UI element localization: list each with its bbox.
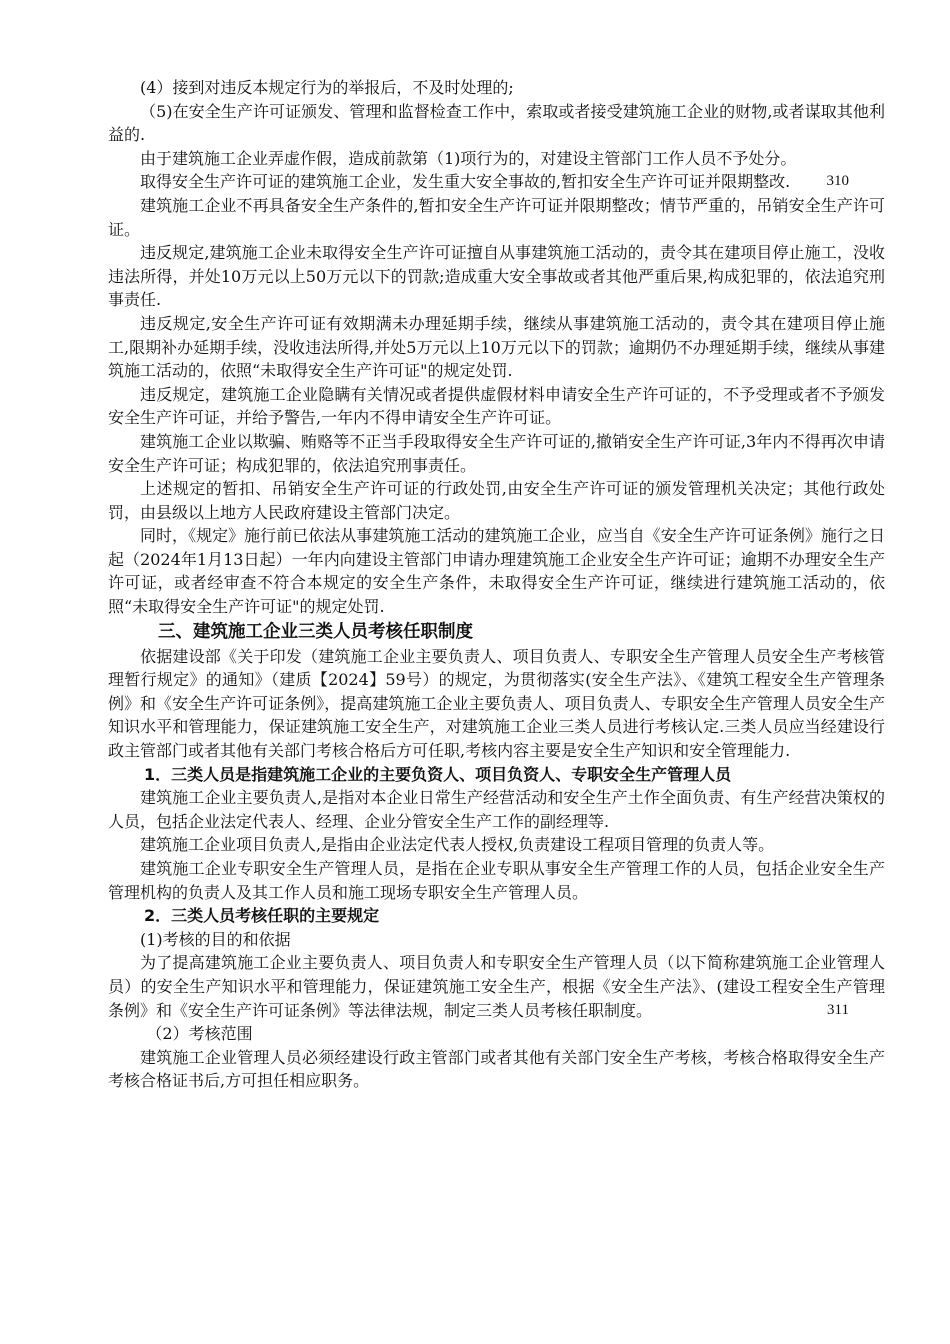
paragraph-false-materials: 违反规定，建筑施工企业隐瞒有关情况或者提供虚假材料申请安全生产许可证的，不予受理或者不予颁发安全生产许可证，并给予警告,一年内不得申请安全生产许可证。 — [108, 384, 885, 428]
page-number-311: 311 — [827, 1001, 849, 1018]
paragraph-fraud-bribery: 建筑施工企业以欺骗、贿赂等不正当手段取得安全生产许可证的,撤销安全生产许可证,3年内不得再次申请安全生产许可证；构成犯罪的，依法追究刑事责任。 — [108, 431, 885, 475]
paragraph-transition: 同时，《规定》施行前已依法从事建筑施工活动的建筑施工企业，应当自《安全生产许可证条例》施行之日起（2024年1月13日起）一年内向建设主管部门申请办理建筑施工企业安全生产许可证；逾期不办理安全生产许可证，或者经审查不符合本规定的安全生产条件，未取得安全生产许可证，继续进行建筑施工活动的，依照“未取得安全生产许可证"的规定处罚. — [108, 526, 885, 617]
section-intro: 依据建设部《关于印发（建筑施工企业主要负责人、项目负责人、专职安全生产管理人员安全生产考核管理暂行规定》的通知》（建质【2024】59号）的规定，为贯彻落实(安全生产法》、《建筑工程安全生产管理条例》和《安全生产许可证条例》，提高建筑施工企业主要负责人、项目负责人、专职安全生产管理人员安全生产知识水平和管理能力，保证建筑施工安全生产，对建筑施工企业三类人员进行考核认定.三类人员应当经建设行政主管部门或者其他有关部门考核合格后方可任职,考核内容主要是安全生产知识和安全管理能力. — [108, 646, 885, 761]
paragraph-purpose — [108, 951, 885, 1022]
section-heading: 三、建筑施工企业三类人员考核任职制度 — [158, 621, 473, 642]
paragraph-exemption: 由于建筑施工企业弄虚作假，造成前款第（1)项行为的，对建设主管部门工作人员不予处分。 — [140, 148, 797, 168]
subheading-1: 1．三类人员是指建筑施工企业的主要负资人、项目负资人、专职安全生产管理人员 — [144, 764, 732, 784]
subheading-2: 2．三类人员考核任职的主要规定 — [144, 906, 380, 926]
paragraph-no-license: 违反规定,建筑施工企业未取得安全生产许可证擅自从事建筑施工活动的，责令其在建项目停止施工，没收违法所得，并处10万元以上50万元以下的罚款;造成重大安全事故或者其他严重后果,构成犯罪的，依法追究刑事责任. — [108, 243, 885, 310]
page-number-310: 310 — [826, 173, 849, 190]
paragraph-major-accident — [108, 170, 885, 194]
paragraph-main-leader: 建筑施工企业主要负责人,是指对本企业日常生产经营活动和安全生产土作全面负责、有生产经营决策权的人员，包括企业法定代表人、经理、企业分管安全生产工作的副经理等. — [108, 788, 885, 831]
paragraph-purpose-text: 为了提高建筑施工企业主要负责人、项目负责人和专职安全生产管理人员（以下简称建筑施工企业管理人员）的安全生产知识水平和管理能力，保证建筑施工安全生产，根据《安全生产法》、(建设工程安全生产管理条例》和《安全生产许可证条例》等法律法规，制定三类人员考核任职制度。 — [108, 953, 885, 1020]
paragraph-conditions-lost: 建筑施工企业不再具备安全生产条件的,暂扣安全生产许可证并限期整改；情节严重的，吊销安全生产许可证。 — [108, 195, 885, 239]
paragraph-major-accident-text: 取得安全生产许可证的建筑施工企业，发生重大安全事故的,暂扣安全生产许可证并限期整改. — [140, 172, 791, 192]
paragraph-project-leader: 建筑施工企业项目负责人,是指由企业法定代表人授权,负责建设工程项目管理的负责人等。 — [140, 835, 775, 855]
item-scope: （2）考核范围 — [146, 1024, 253, 1044]
paragraph-safety-manager: 建筑施工企业专职安全生产管理人员，是指在企业专职从事安全生产管理工作的人员，包括企业安全生产管理机构的负责人及其工作人员和施工现场专职安全生产管理人员。 — [108, 859, 885, 902]
paragraph-scope: 建筑施工企业管理人员必须经建设行政主管部门或者其他有关部门安全生产考核，考核合格取得安全生产考核合格证书后,方可担任相应职务。 — [108, 1047, 885, 1091]
paragraph-expired-license: 违反规定,安全生产许可证有效期满未办理延期手续，继续从事建筑施工活动的，责令其在建项目停止施工,限期补办延期手续，没收违法所得,并处5万元以上10万元以下的罚款；逾期仍不办理延期手续，继续从事建筑施工活动的，依照“未取得安全生产许可证"的规定处罚. — [108, 313, 885, 381]
paragraph-penalty-authority: 上述规定的暂扣、吊销安全生产许可证的行政处罚,由安全生产许可证的颁发管理机关决定；其他行政处罚，由县级以上地方人民政府建设主管部门决定。 — [108, 479, 885, 522]
paragraph-item-4: (4）接到对违反本规定行为的举报后，不及时处理的; — [140, 78, 514, 97]
item-purpose-basis: (1)考核的目的和依据 — [140, 929, 291, 949]
document-page — [108, 76, 885, 1093]
paragraph-item-5: （5)在安全生产许可证颁发、管理和监督检查工作中，索取或者接受建筑施工企业的财物,或者谋取其他利益的. — [108, 101, 885, 145]
